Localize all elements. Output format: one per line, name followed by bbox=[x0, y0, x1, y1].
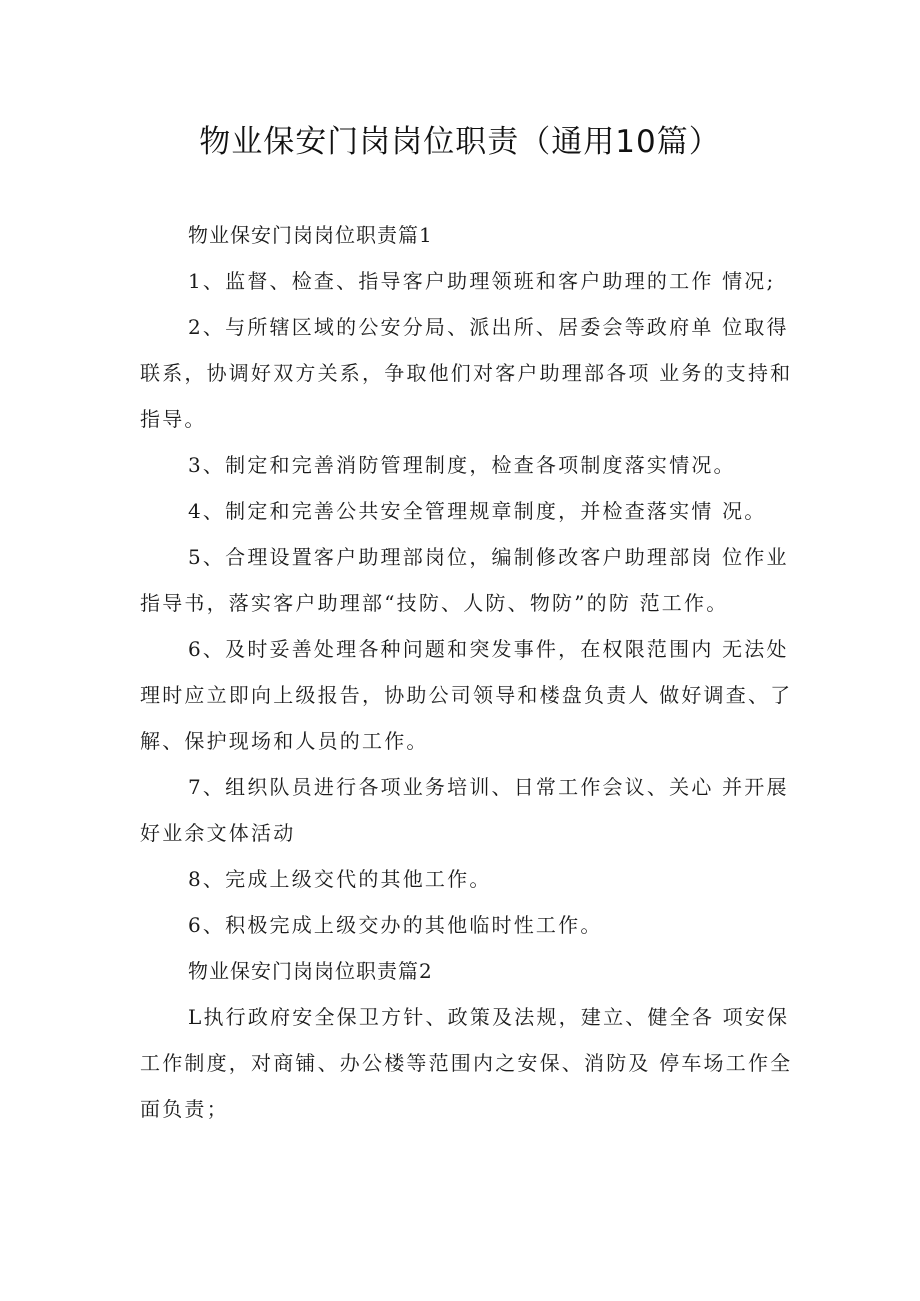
section-heading: 物业保安门岗岗位职责篇1 bbox=[188, 223, 433, 247]
paragraph: 5、合理设置客户助理部岗位，编制修改客户助理部岗 位作业指导书，落实客户助理部“技防、人防、物防”的防 范工作。 bbox=[140, 545, 789, 615]
paragraph: 6、积极完成上级交办的其他临时性工作。 bbox=[188, 913, 603, 937]
paragraph: 3、制定和完善消防管理制度，检查各项制度落实情况。 bbox=[188, 453, 736, 477]
document-body bbox=[140, 212, 800, 1132]
paragraph: 7、组织队员进行各项业务培训、日常工作会议、关心 并开展好业余文体活动 bbox=[140, 775, 789, 845]
paragraph: 2、与所辖区域的公安分局、派出所、居委会等政府单 位取得联系，协调好双方关系，争取他们对客户助理部各项 业务的支持和指导。 bbox=[140, 315, 793, 431]
document-title: 物业保安门岗岗位职责（通用10篇） bbox=[199, 124, 721, 160]
paragraph: 1、监督、检查、指导客户助理领班和客户助理的工作 情况; bbox=[188, 269, 776, 293]
section-heading: 物业保安门岗岗位职责篇2 bbox=[188, 959, 433, 983]
paragraph: L执行政府安全保卫方针、政策及法规，建立、健全各 项安保工作制度，对商铺、办公楼等范围内之安保、消防及 停车场工作全面负责； bbox=[140, 1005, 793, 1121]
paragraph: 8、完成上级交代的其他工作。 bbox=[188, 867, 492, 891]
paragraph: 4、制定和完善公共安全管理规章制度，并检查落实情 况。 bbox=[188, 499, 767, 523]
paragraph: 6、及时妥善处理各种问题和突发事件，在权限范围内 无法处理时应立即向上级报告，协助公司领导和楼盘负责人 做好调查、了解、保护现场和人员的工作。 bbox=[140, 637, 793, 753]
